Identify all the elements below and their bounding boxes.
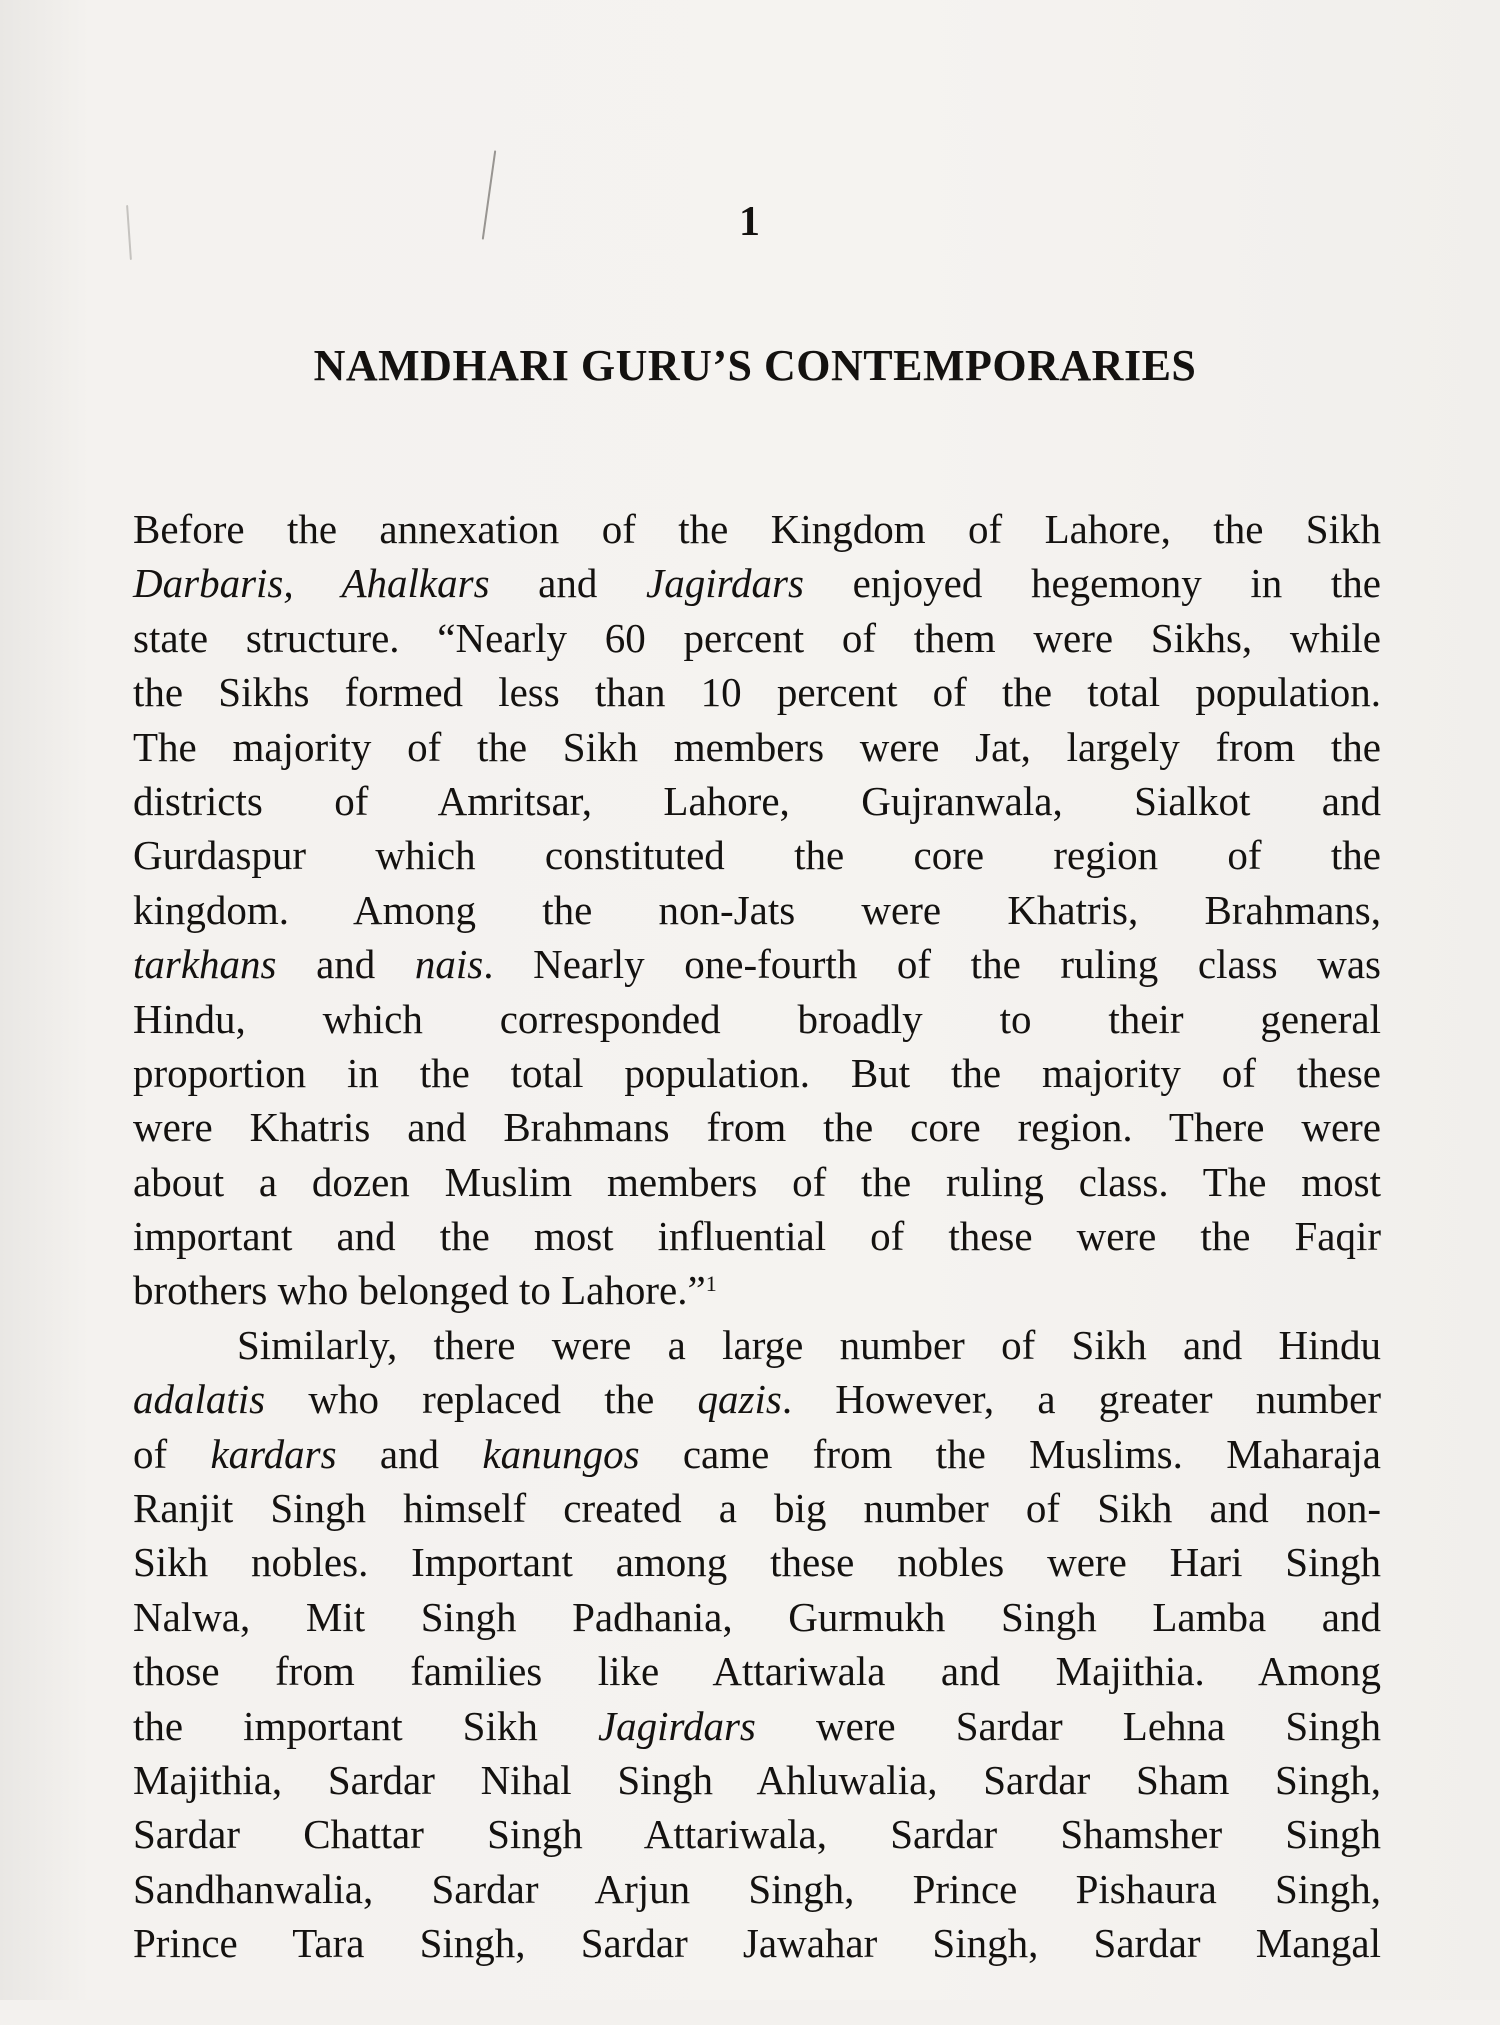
text-line: Majithia, Sardar Nihal Singh Ahluwalia, Sardar Sham Singh,	[133, 1756, 1381, 1803]
text-line: Darbaris, Ahalkars and Jagirdars enjoyed hegemony in the	[133, 560, 1381, 607]
text-line: of kardars and kanungos came from the Muslims. Maharaja	[133, 1430, 1381, 1477]
text-line: important and the most influential of these were the Faqir	[133, 1213, 1381, 1260]
text-line: The majority of the Sikh members were Jat, largely from the	[133, 723, 1381, 770]
text-line: proportion in the total population. But the majority of these	[133, 1049, 1381, 1096]
text-line: adalatis who replaced the qazis. However, a greater number	[133, 1376, 1381, 1423]
text-line: Hindu, which corresponded broadly to their general	[133, 995, 1381, 1042]
text-line: Gurdaspur which constituted the core region of the	[133, 832, 1381, 879]
text-line	[133, 1971, 1381, 2025]
text-line: tarkhans and nais. Nearly one-fourth of the ruling class was	[133, 941, 1381, 988]
text-line: those from families like Attariwala and Majithia. Among	[133, 1648, 1381, 1695]
text-line: the Sikhs formed less than 10 percent of the total population.	[133, 669, 1381, 716]
text-line: Sardar Chattar Singh Attariwala, Sardar Shamsher Singh	[133, 1811, 1381, 1858]
text-line: districts of Amritsar, Lahore, Gujranwala, Sialkot and	[133, 777, 1381, 824]
text-line: kingdom. Among the non-Jats were Khatris, Brahmans,	[133, 886, 1381, 933]
chapter-title: NAMDHARI GURU’S CONTEMPORARIES	[313, 341, 1197, 390]
text-line: Prince Tara Singh, Sardar Jawahar Singh, Sardar Mangal	[133, 1920, 1381, 1967]
bleed-through-shadow	[120, 40, 1380, 180]
text-line: Nalwa, Mit Singh Padhania, Gurmukh Singh Lamba and	[133, 1593, 1381, 1640]
text-line: Ranjit Singh himself created a big number of Sikh and non-	[133, 1485, 1381, 1532]
text-line: brothers who belonged to Lahore.”$^1$	[133, 1267, 717, 1314]
text-line: Similarly, there were a large number of Sikh and Hindu	[237, 1321, 1381, 1368]
footnote-reference: 1	[705, 1271, 717, 1297]
chapter-number: 1	[739, 199, 761, 245]
text-line: Sandhanwalia, Sardar Arjun Singh, Prince Pishaura Singh,	[133, 1865, 1381, 1912]
body-text	[133, 502, 1381, 2025]
text-line: Sikh nobles. Important among these nobles were Hari Singh	[133, 1539, 1381, 1586]
text-line: state structure. “Nearly 60 percent of them were Sikhs, while	[133, 614, 1381, 661]
text-line: Before the annexation of the Kingdom of Lahore, the Sikh	[133, 506, 1381, 552]
text-line: about a dozen Muslim members of the ruling class. The most	[133, 1158, 1381, 1205]
text-line: the important Sikh Jagirdars were Sardar Lehna Singh	[133, 1702, 1382, 1749]
text-line: were Khatris and Brahmans from the core region. There were	[133, 1104, 1381, 1151]
